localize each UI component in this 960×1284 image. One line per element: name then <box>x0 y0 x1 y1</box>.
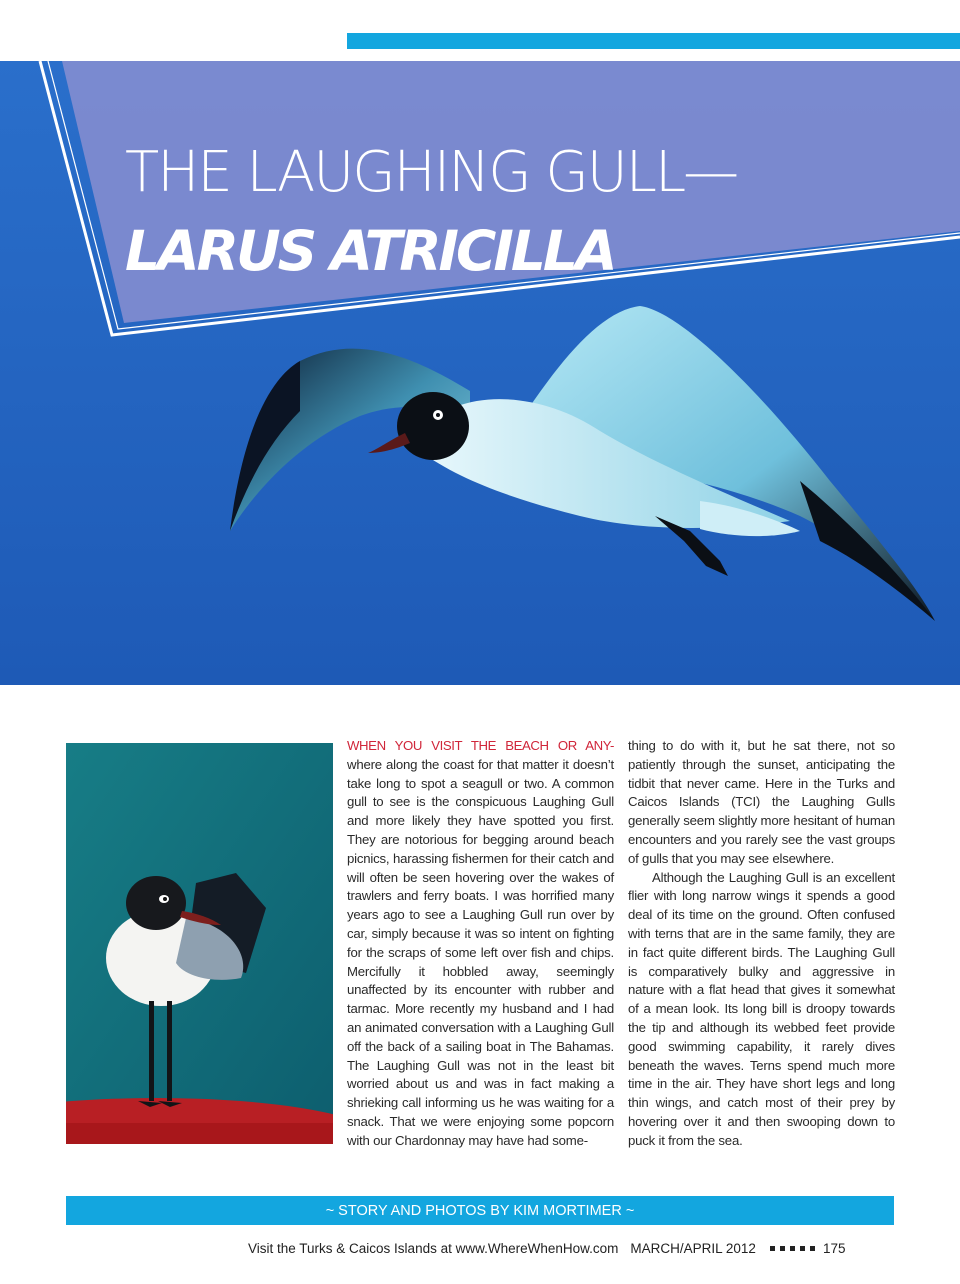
page-number: 175 <box>822 1241 846 1256</box>
paragraph: thing to do with it, but he sat there, not so patiently through the sunset, anticipating the tidbit that never came. Here in the Turks and Caicos Islands (TCI) the Laughing Gulls generally seem slightly more hesitant of human encounters and you rarely see the vast groups of gulls that you may see elsewhere. <box>628 738 895 866</box>
paragraph: Although the Laughing Gull is an excellent flier with long narrow wings it spends a good deal of its time on the ground. Often confused with terns that are in the same family, they are in fact quite different birds. The Laughing Gull is comparatively bulky and aggressive in nature with a flat head that gives it somewhat of a mean look. Its long bill is droopy towards the tip and although its webbed feet provide good swimming capability, it rarely dives beneath the waves. Terns spend much more time in the air. They have short legs and long thin wings, and catch most of their prey by hovering over it and then swooping down to puck it from the sea. <box>628 869 895 1148</box>
byline: ~ STORY AND PHOTOS BY KIM MORTIMER ~ <box>325 1202 635 1219</box>
page-footer <box>248 1241 894 1256</box>
separator-dots <box>770 1246 815 1251</box>
standing-gull-photo <box>66 743 333 1144</box>
title-line-1: THE LAUGHING GULL— <box>125 140 738 205</box>
credit-bar <box>66 1196 894 1225</box>
title-line-2: LARUS ATRICILLA <box>125 219 615 283</box>
lead-in: WHEN YOU VISIT THE BEACH OR ANY- <box>347 738 614 753</box>
body-text-col1: where along the coast for that matter it doesn’t take long to spot a seagull or two. A common gull to see is the conspicuous Laughing Gull and more likely they have spotted you first. They are notorious for begging around beach picnics, harassing fishermen for their catch and will often be seen hovering over the wakes of trawlers and ferry boats. I was horrified many years ago to see a Laughing Gull run over by car, simply because it was so intent on fighting for the scraps of some left over fish and chips. Mercifully it hobbled away, seemingly unaffected by its encounter with rubber and tarmac. More recently my husband and I had an animated conversation with a Laughing Gull off the back of a sailing boat in The Bahamas. The Laughing Gull was not in the least bit worried about us and was in fact making a shrieking call informing us he was waiting for a snack. That we were enjoying some popcorn with our Chardonnay may have had some- <box>347 756 614 1148</box>
footer-website-text: Visit the Turks & Caicos Islands at www.WhereWhenHow.com <box>248 1241 619 1256</box>
hero-photo-section <box>0 61 960 685</box>
article-column-1 <box>347 737 614 1151</box>
article-column-2 <box>628 737 895 1151</box>
issue-date: MARCH/APRIL 2012 <box>630 1241 756 1256</box>
top-accent-bar <box>347 33 960 49</box>
